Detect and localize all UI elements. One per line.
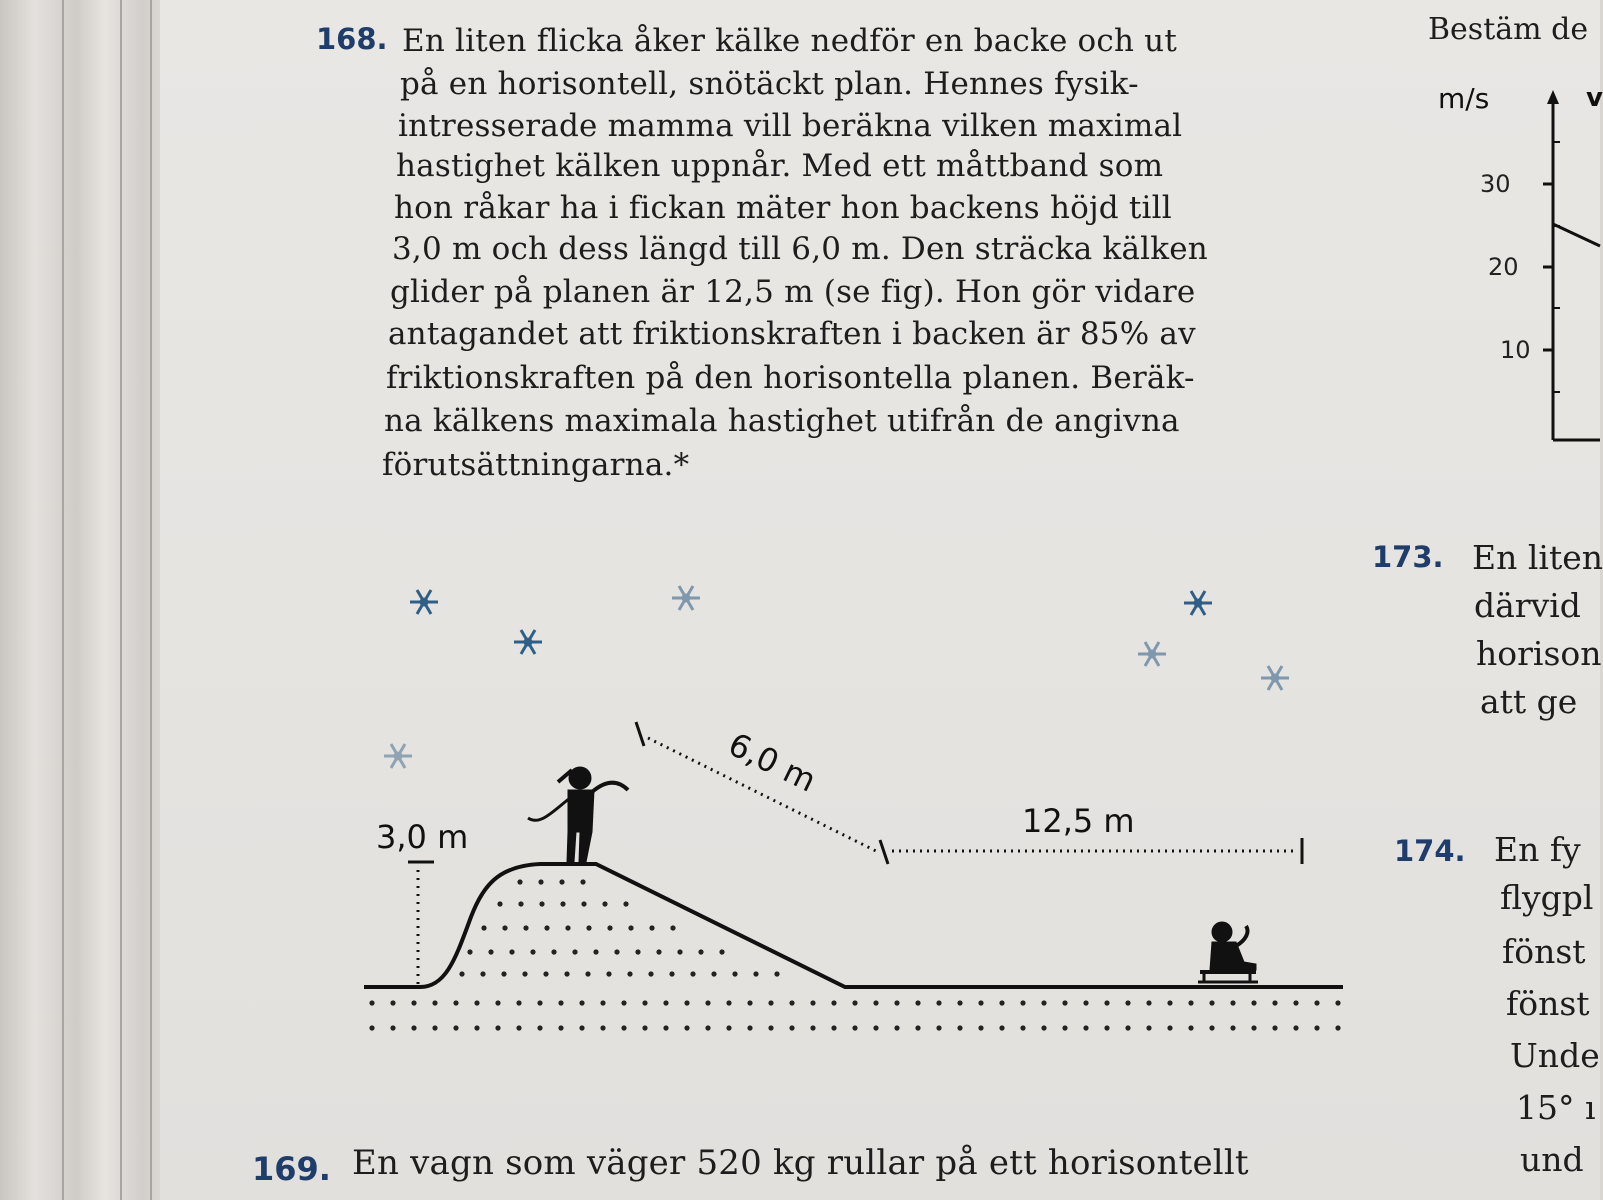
snow-dot: [684, 1000, 689, 1005]
snow-dot: [936, 1025, 941, 1030]
problem-174-line: und: [1520, 1140, 1584, 1179]
snow-dot: [978, 1025, 983, 1030]
snow-dot: [432, 1025, 437, 1030]
snowflake-icon: [1138, 642, 1166, 666]
snow-dot: [481, 925, 486, 930]
velocity-curve: [1553, 224, 1600, 246]
slope-dimension-tick: [880, 840, 888, 864]
snow-dot: [768, 1025, 773, 1030]
problem-174-number: 174.: [1394, 834, 1466, 868]
problem-168-line: intresserade mamma vill beräkna vilken maximal: [398, 108, 1183, 144]
snow-dot: [516, 1000, 521, 1005]
snow-dot: [538, 879, 543, 884]
snow-dot: [1272, 1025, 1277, 1030]
snow-dot: [753, 971, 758, 976]
hill-outline: [364, 864, 1343, 987]
problem-168-number: 168.: [316, 22, 388, 56]
snow-dot: [551, 949, 556, 954]
snow-dot: [789, 1000, 794, 1005]
snow-dot: [999, 1025, 1004, 1030]
snow-dot: [579, 1025, 584, 1030]
snow-dot: [467, 949, 472, 954]
snow-dot: [522, 971, 527, 976]
snow-dot: [495, 1025, 500, 1030]
snow-dot: [369, 1000, 374, 1005]
problem-173-line: En liten: [1472, 538, 1603, 577]
snow-dot: [684, 1025, 689, 1030]
snow-dot: [585, 971, 590, 976]
snow-dot: [1188, 1000, 1193, 1005]
snow-dot: [1293, 1025, 1298, 1030]
snow-dot: [390, 1000, 395, 1005]
snow-dot: [1083, 1025, 1088, 1030]
problem-168-line: friktionskraften på den horisontella planen. Beräk-: [386, 360, 1195, 396]
snow-dot: [670, 925, 675, 930]
snow-dot: [474, 1025, 479, 1030]
snow-dot: [1083, 1000, 1088, 1005]
snow-dot: [459, 971, 464, 976]
snow-dot: [831, 1000, 836, 1005]
snow-dot: [894, 1025, 899, 1030]
snow-dot: [1041, 1000, 1046, 1005]
snow-dot: [539, 901, 544, 906]
snow-dot: [411, 1000, 416, 1005]
snow-dot: [564, 971, 569, 976]
snow-dot: [747, 1025, 752, 1030]
slope-dimension-tick: [636, 722, 644, 746]
snowflake-icon: [672, 586, 700, 610]
snow-dot: [648, 971, 653, 976]
snow-dot: [1272, 1000, 1277, 1005]
snowflake-icon: [514, 630, 542, 654]
snow-dot: [369, 1025, 374, 1030]
snow-dot: [1020, 1025, 1025, 1030]
tick-label-10: 10: [1500, 336, 1531, 364]
problem-174-line: fönst: [1506, 984, 1590, 1023]
problem-168-line: na kälkens maximala hastighet utifrån de angivna: [384, 403, 1180, 439]
problem-168-line: glider på planen är 12,5 m (se fig). Hon gör vidare: [390, 274, 1196, 310]
snow-dot: [894, 1000, 899, 1005]
snow-dot: [957, 1000, 962, 1005]
snow-dot: [747, 1000, 752, 1005]
snow-dot: [537, 1000, 542, 1005]
problem-169-text: En vagn som väger 520 kg rullar på ett horisontellt: [352, 1143, 1249, 1183]
graph-axis-symbol: v: [1586, 83, 1603, 113]
snow-dot: [852, 1000, 857, 1005]
right-column-top-text: Bestäm de: [1428, 12, 1589, 47]
snow-dot: [810, 1025, 815, 1030]
slope-label: 6,0 m: [722, 725, 823, 800]
snow-dot: [1167, 1025, 1172, 1030]
snow-dot: [705, 1025, 710, 1030]
problem-168-line: antagandet att friktionskraften i backen är 85% av: [388, 316, 1196, 352]
snow-dot: [831, 1025, 836, 1030]
snow-dot: [1188, 1025, 1193, 1030]
snow-dot: [600, 1025, 605, 1030]
snow-dot: [1209, 1025, 1214, 1030]
snow-dot: [1020, 1000, 1025, 1005]
snow-dot: [705, 1000, 710, 1005]
snow-dot: [649, 925, 654, 930]
snow-dot: [852, 1025, 857, 1030]
snow-dot: [873, 1000, 878, 1005]
problem-168-line: En liten flicka åker kälke nedför en backe och ut: [402, 23, 1178, 59]
snow-dot: [1146, 1000, 1151, 1005]
snow-dot: [732, 971, 737, 976]
snow-dot: [537, 1025, 542, 1030]
snow-dot: [581, 901, 586, 906]
problem-168-line: på en horisontell, snötäckt plan. Hennes fysik-: [400, 66, 1139, 102]
snow-dot: [663, 1000, 668, 1005]
snow-dot: [480, 971, 485, 976]
snow-dot: [1209, 1000, 1214, 1005]
problem-174-line: fönst: [1502, 932, 1586, 971]
snow-dot: [628, 925, 633, 930]
snow-dot: [642, 1000, 647, 1005]
axis-arrow-icon: [1547, 90, 1559, 104]
snow-dot: [530, 949, 535, 954]
snow-dot: [1167, 1000, 1172, 1005]
tick-label-20: 20: [1488, 253, 1519, 281]
snow-dot: [1062, 1025, 1067, 1030]
snow-dot: [572, 949, 577, 954]
snow-dot: [497, 901, 502, 906]
snow-dot: [1104, 1000, 1109, 1005]
snow-dot: [1104, 1025, 1109, 1030]
snow-dot: [559, 879, 564, 884]
snow-dot: [560, 901, 565, 906]
graph-unit-label: m/s: [1438, 82, 1490, 115]
problem-173-line: att ge: [1480, 682, 1578, 721]
snow-dot: [474, 1000, 479, 1005]
problem-168-line: förutsättningarna.*: [382, 447, 690, 483]
problem-168-line: hon råkar ha i fickan mäter hon backens höjd till: [394, 190, 1172, 226]
snow-dot: [411, 1025, 416, 1030]
snow-dot: [543, 971, 548, 976]
snow-dot: [915, 1025, 920, 1030]
snowflake-icon: [1261, 666, 1289, 690]
problem-169-number: 169.: [252, 1150, 331, 1188]
problem-173-number: 173.: [1372, 540, 1444, 574]
snow-dot: [621, 1000, 626, 1005]
problem-174-line: 15° ı: [1516, 1088, 1596, 1127]
snow-dot: [501, 971, 506, 976]
snow-dot: [726, 1000, 731, 1005]
snow-dot: [1125, 1025, 1130, 1030]
snow-dot: [606, 971, 611, 976]
snow-dot: [656, 949, 661, 954]
snow-dot: [517, 879, 522, 884]
snow-dot: [607, 925, 612, 930]
snow-dot: [623, 901, 628, 906]
snow-dot: [558, 1025, 563, 1030]
snow-dot: [698, 949, 703, 954]
snow-dot: [580, 879, 585, 884]
problem-174-line: En fy: [1494, 830, 1581, 869]
snow-dot: [516, 1025, 521, 1030]
snow-dot: [726, 1025, 731, 1030]
snow-dot: [774, 971, 779, 976]
snow-dot: [1335, 1025, 1340, 1030]
plane-label: 12,5 m: [1022, 802, 1135, 840]
snow-dot: [1146, 1025, 1151, 1030]
snow-dot: [523, 925, 528, 930]
snow-dot: [558, 1000, 563, 1005]
problem-168-line: hastighet kälken uppnår. Med ett måttband som: [396, 148, 1164, 184]
snow-dot: [390, 1025, 395, 1030]
snow-dot: [593, 949, 598, 954]
snow-dot: [565, 925, 570, 930]
problem-173-line: horison: [1476, 634, 1602, 673]
snow-dot: [810, 1000, 815, 1005]
snow-dot: [711, 971, 716, 976]
snowflake-icon: [1184, 591, 1212, 615]
snow-dot: [873, 1025, 878, 1030]
snow-dot: [719, 949, 724, 954]
snow-dot: [488, 949, 493, 954]
snow-dot: [602, 901, 607, 906]
snow-dot: [663, 1025, 668, 1030]
snow-dot: [495, 1000, 500, 1005]
snow-dot: [579, 1000, 584, 1005]
snow-dot: [978, 1000, 983, 1005]
snowflake-icon: [384, 744, 412, 768]
problem-173-line: därvid: [1474, 586, 1581, 625]
snow-dot: [544, 925, 549, 930]
snow-dot: [957, 1025, 962, 1030]
velocity-graph: [1438, 82, 1603, 440]
snow-dot: [1125, 1000, 1130, 1005]
snow-dot: [690, 971, 695, 976]
sled-rider-silhouette: [1198, 922, 1258, 982]
snow-dot: [677, 949, 682, 954]
snow-dot: [453, 1000, 458, 1005]
problem-174-line: Unde: [1510, 1036, 1600, 1075]
snow-dot: [509, 949, 514, 954]
snow-dot: [453, 1025, 458, 1030]
snow-dot: [1062, 1000, 1067, 1005]
snow-dots: [369, 879, 1340, 1030]
snow-dot: [1230, 1025, 1235, 1030]
snow-dot: [915, 1000, 920, 1005]
snow-dot: [586, 925, 591, 930]
snowflake-icon: [410, 590, 438, 614]
snow-dot: [518, 901, 523, 906]
snow-dot: [642, 1025, 647, 1030]
snow-dot: [1293, 1000, 1298, 1005]
snow-dot: [614, 949, 619, 954]
snow-dot: [669, 971, 674, 976]
problem-168-line: 3,0 m och dess längd till 6,0 m. Den sträcka kälken: [392, 231, 1208, 267]
tick-label-30: 30: [1480, 170, 1511, 198]
snow-dot: [1314, 1000, 1319, 1005]
snow-dot: [1335, 1000, 1340, 1005]
height-label: 3,0 m: [376, 818, 469, 856]
snow-dot: [621, 1025, 626, 1030]
snow-dot: [600, 1000, 605, 1005]
snow-dot: [432, 1000, 437, 1005]
snow-dot: [936, 1000, 941, 1005]
girl-silhouette: [528, 767, 628, 862]
snow-dot: [1251, 1000, 1256, 1005]
snow-dot: [999, 1000, 1004, 1005]
snow-dot: [789, 1025, 794, 1030]
snow-dot: [502, 925, 507, 930]
problem-174-line: flygpl: [1500, 878, 1594, 917]
snow-dot: [1314, 1025, 1319, 1030]
snow-dot: [1251, 1025, 1256, 1030]
snow-dot: [1230, 1000, 1235, 1005]
snow-dot: [627, 971, 632, 976]
snow-dot: [635, 949, 640, 954]
snow-dot: [768, 1000, 773, 1005]
snow-dot: [1041, 1025, 1046, 1030]
